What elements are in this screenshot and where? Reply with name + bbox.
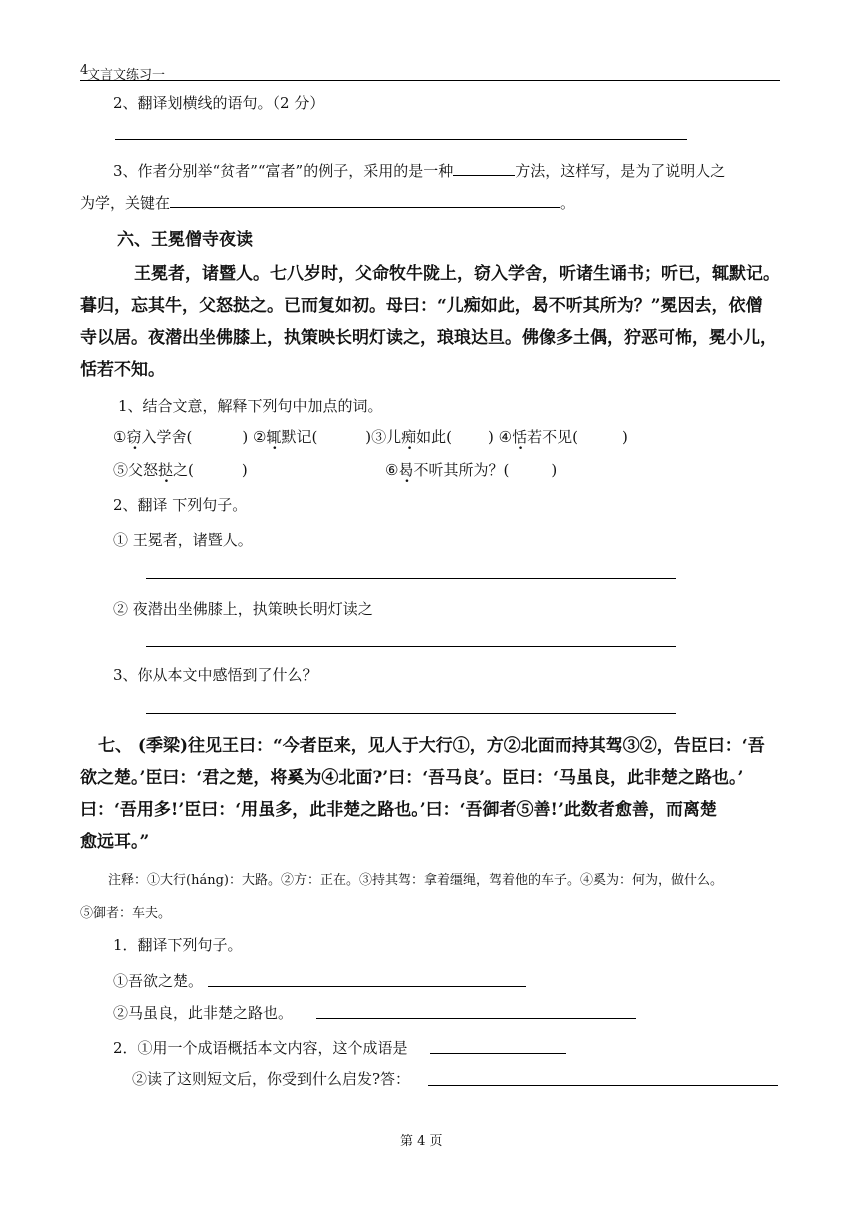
s7-q1-answer-line2[interactable]	[316, 1018, 636, 1019]
s6-q2-item2: ② 夜潜出坐佛膝上，执策映长明灯读之	[113, 600, 373, 618]
header-rule	[80, 80, 780, 81]
page-number: 第 4 页	[400, 1134, 443, 1149]
s7-notes-line1: 注释：①大行(háng)：大路。②方：正在。③持其驾：拿着缰绳，驾着他的车子。④奚为：何为，做什么。	[108, 873, 723, 888]
s6-q2-answer-line2[interactable]	[146, 646, 676, 647]
s7-q1-item1: ①吾欲之楚。	[113, 972, 204, 990]
page-marker: 4	[80, 63, 89, 78]
prev-q2: 2、翻译划横线的语句。（2 分）	[113, 94, 325, 112]
s7-q2-answer-line2[interactable]	[428, 1085, 778, 1086]
s6-q3: 3、你从本文中感悟到了什么？	[113, 666, 318, 684]
prev-q3-blank-method[interactable]	[453, 161, 515, 176]
s7-passage-line4: 愈远耳。”	[80, 832, 150, 852]
s6-passage-line3: 寺以居。夜潜出坐佛膝上，执策映长明灯读之，琅琅达旦。佛像多土偶，狞恶可怖，冕小儿，	[80, 328, 777, 348]
s7-notes-line2: ⑤御者：车夫。	[80, 906, 172, 921]
s6-passage-line1: 王冕者，诸暨人。七八岁时，父命牧牛陇上，窃入学舍，听诸生诵书；听已，辄默记。	[134, 264, 780, 284]
s6-passage-line2: 暮归，忘其牛，父怒挞之。已而复如初。母曰：“儿痴如此，曷不听其所为？”冕因去，依僧	[80, 296, 763, 316]
s6-q2-item1: ① 王冕者，诸暨人。	[113, 531, 253, 549]
header-title: 文言文练习一	[87, 68, 166, 83]
s6-q1: 1、结合文意，解释下列句中加点的词。	[118, 397, 383, 415]
prev-q2-answer-line[interactable]	[115, 139, 687, 140]
s7-q2-item2: ②读了这则短文后，你受到什么启发?答：	[132, 1070, 411, 1088]
s7-q2-answer-line1[interactable]	[430, 1053, 566, 1054]
s7-passage-line1: 七、 (季梁)往见王曰：“今者臣来，见人于大行①，方②北面而持其驾③②，告臣曰：‘吾	[98, 736, 765, 756]
s6-q3-answer-line[interactable]	[146, 713, 676, 714]
prev-q3-blank-key[interactable]	[170, 193, 560, 208]
s6-q1-items-row2b: ⑥曷不听其所为？( )	[385, 461, 558, 479]
s7-q1-item2: ②马虽良，此非楚之路也。	[113, 1004, 294, 1022]
s6-heading: 六、王冕僧寺夜读	[117, 230, 253, 250]
s7-q1-answer-line1[interactable]	[208, 986, 526, 987]
prev-q3-line1: 3、作者分别举“贫者”“富者”的例子，采用的是一种 方法，这样写，是为了说明人之	[113, 162, 726, 180]
s7-q1: 1．翻译下列句子。	[113, 936, 243, 954]
prev-q3-line2: 为学，关键在 。	[80, 194, 576, 212]
s6-q1-items-row1: ①窃入学舍( ) ②辄默记( )③儿痴如此( ) ④恬若不见( )	[113, 428, 628, 446]
s6-q1-items-row2: ⑤父怒挞之( )	[113, 461, 248, 479]
s6-q2-answer-line1[interactable]	[146, 578, 676, 579]
s7-q2-item1: 2．①用一个成语概括本文内容，这个成语是	[113, 1039, 408, 1057]
s6-passage-line4: 恬若不知。	[80, 360, 165, 380]
s7-passage-line3: 曰：‘吾用多!’臣曰：‘用虽多，此非楚之路也。’曰：‘吾御者⑤善!’此数者愈善，而离楚	[80, 800, 717, 820]
s6-q2: 2、翻译 下列句子。	[113, 496, 248, 514]
s7-passage-line2: 欲之楚。’臣曰：‘君之楚，将奚为④北面?’曰：‘吾马良’。臣曰：‘马虽良，此非楚之路也。’	[80, 768, 744, 788]
